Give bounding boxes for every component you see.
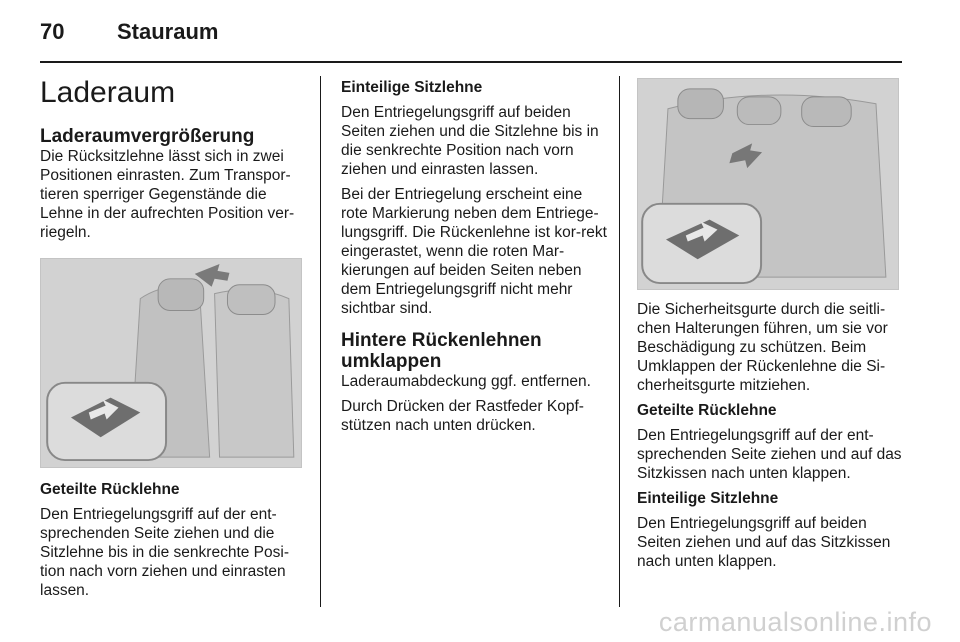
split-backrest-fold-text: Den Entriegelungsgriff auf der ent-sprechenden Seite ziehen und auf das Sitzkissen nach unten klappen.	[637, 427, 902, 482]
headrest-3-shape	[802, 97, 852, 127]
single-backrest-fold-title: Einteilige Sitzlehne	[637, 490, 779, 507]
fold-section-title: Hintere Rückenlehnen umklappen	[341, 330, 542, 372]
red-marking-text: Bei der Entriegelung erscheint eine rote Markierung neben dem Entriege-lungsgriff. Die Rückenlehne ist kor-rekt eingerastet, wenn die roten Mar-kierungen auf beiden Seiten neben dem Entriegelungsgriff nicht mehr sichtbar sind.	[341, 186, 607, 317]
single-backrest-text: Den Entriegelungsgriff auf beiden Seiten ziehen und die Sitzlehne bis in die senkrechte Position nach vorn ziehen und einrasten lassen.	[341, 104, 599, 178]
running-title: Stauraum	[117, 19, 219, 44]
split-backrest-text: Den Entriegelungsgriff auf der ent-sprechenden Seite ziehen und die Sitzlehne bis in die senkrechte Posi-tion nach vorn ziehen und einrasten lassen.	[40, 506, 289, 599]
intro-paragraph: Die Rücksitzlehne lässt sich in zwei Positionen einrasten. Zum Transpor-tieren sperriger Gegenstände die Lehne in der aufrechten Position ver-riegeln.	[40, 148, 295, 241]
split-backrest-title: Geteilte Rücklehne	[40, 481, 180, 498]
column-1	[40, 78, 306, 606]
header-rule	[40, 61, 902, 63]
watermark: carmanualsonline.info	[658, 607, 932, 637]
headrest-left-shape	[158, 279, 204, 311]
figure-seatback-fold	[637, 78, 899, 290]
section-title-laderaumvergroesserung: Laderaumvergrößerung	[40, 126, 255, 147]
fold-text-cover: Laderaumabdeckung ggf. entfernen.	[341, 373, 591, 390]
figure-seatback-release	[40, 258, 302, 468]
column-3	[637, 78, 903, 577]
column-divider-1	[320, 76, 321, 607]
headrest-2-shape	[737, 97, 781, 125]
seatbelt-text: Die Sicherheitsgurte durch die seitli-chen Halterungen führen, um sie vor Beschädigung zu schützen. Beim Umklappen der Rückenlehne die Si-cherheitsgurte mitziehen.	[637, 301, 888, 394]
column-2	[341, 78, 609, 441]
single-backrest-fold-text: Den Entriegelungsgriff auf beiden Seiten ziehen und auf das Sitzkissen nach unten klappen.	[637, 515, 891, 570]
chapter-title: Laderaum	[40, 76, 176, 109]
page-number: 70	[40, 19, 65, 44]
column-divider-2	[619, 76, 620, 607]
split-backrest-fold-title: Geteilte Rücklehne	[637, 402, 777, 419]
headrest-1-shape	[678, 89, 724, 119]
fold-text-headrests: Durch Drücken der Rastfeder Kopf-stützen nach unten drücken.	[341, 398, 584, 434]
headrest-right-shape	[227, 285, 275, 315]
single-backrest-title: Einteilige Sitzlehne	[341, 79, 483, 96]
